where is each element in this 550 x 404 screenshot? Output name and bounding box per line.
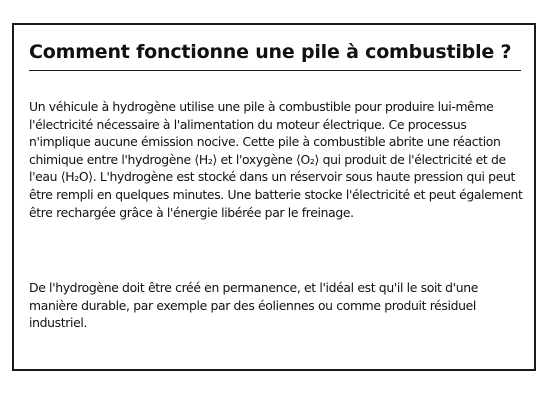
paragraph-fuel-cell-explanation: Un véhicule à hydrogène utilise une pile à combustible pour produire lui-même l'électricité nécessaire à l'alimentation du moteur électrique. Ce processus n'implique aucune émission nocive. Cette pile à combustible abrite une réaction chimique entre l'hydrogène ⟨H₂⟩ et l'oxygène ⟨O₂⟩ qui produit de l'électricité et de l'eau ⟨H₂O⟩. L'hydrogène est stocké dans un réservoir sous haute pression qui peut être rempli en quelques minutes. Une batterie stocke l'électricité et peut également être rechargée grâce à l'énergie libérée par le freinage. bbox=[29, 99, 523, 220]
paragraph-hydrogen-production: De l'hydrogène doit être créé en permanence, et l'idéal est qu'il le soit d'une manière durable, par exemple par des éoliennes ou comme produit résiduel industriel. bbox=[29, 280, 478, 331]
box-title: Comment fonctionne une pile à combustible ? bbox=[29, 40, 521, 71]
info-box bbox=[12, 23, 536, 371]
